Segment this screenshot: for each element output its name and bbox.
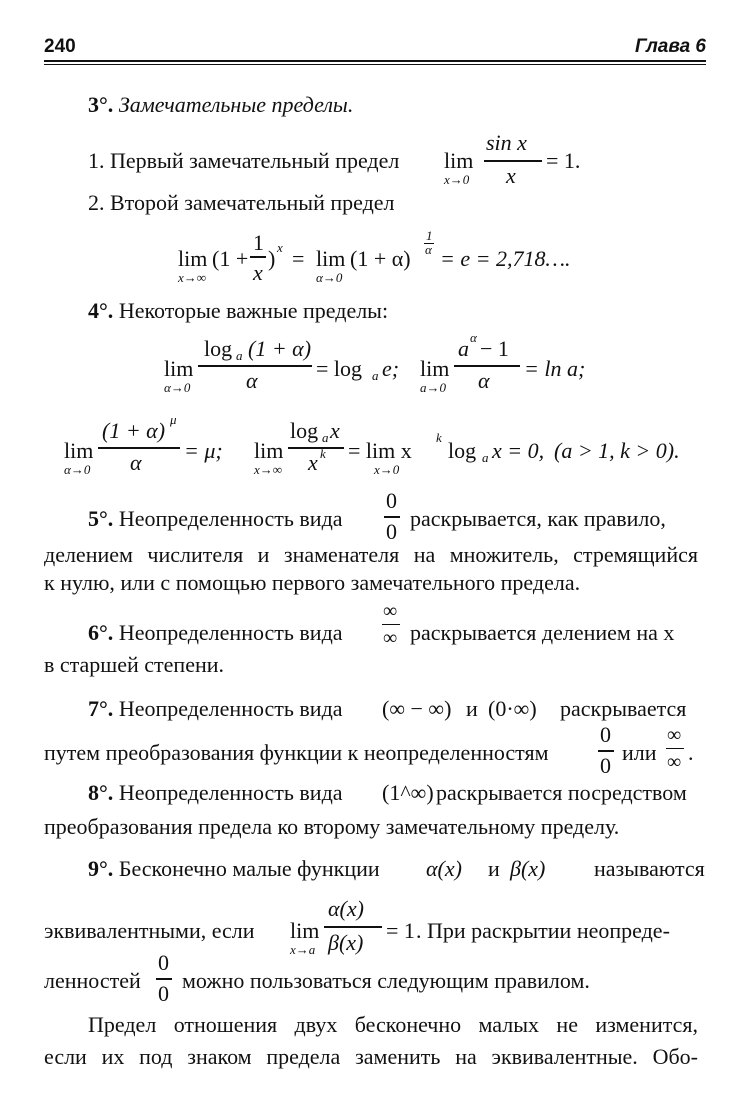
denominator: β(x) xyxy=(328,930,364,955)
section-number: 8°. xyxy=(88,780,114,805)
lim-subscript: x→a xyxy=(290,942,316,957)
exponent: k xyxy=(320,446,326,461)
denominator: 0 xyxy=(158,981,169,1006)
fraction-bar xyxy=(454,365,520,367)
fraction-bar xyxy=(598,750,614,752)
fraction xyxy=(324,896,382,960)
section-6-line2: в старшей степени. xyxy=(44,652,225,677)
section-6-line1-a xyxy=(88,620,343,646)
log-base: a xyxy=(372,368,379,383)
section-number: 6°. xyxy=(88,620,114,645)
rhs: = ln a; xyxy=(524,356,586,381)
fraction-bar xyxy=(156,978,172,980)
numerator: 1 xyxy=(426,228,433,243)
text: ленностей xyxy=(44,968,141,993)
numerator: α(x) xyxy=(328,896,364,921)
section-5-line2: делением числителя и знаменателя на множитель, стремящийся xyxy=(44,542,698,567)
text: раскрывается посредством xyxy=(436,780,687,805)
fraction xyxy=(288,418,344,480)
section-9-line1-a xyxy=(88,856,380,882)
rhs-end: x = 0, xyxy=(492,438,545,463)
fraction-bar xyxy=(288,447,344,449)
section-7-line2: путем преобразования функции к неопределенностям xyxy=(44,740,549,765)
fraction-bar xyxy=(324,926,382,928)
header-rule-thick xyxy=(44,60,706,62)
fraction-bar xyxy=(198,365,312,367)
numerator-tail: − 1 xyxy=(480,336,509,361)
result: = e = 2,718…. xyxy=(440,246,571,271)
section-title: Замечательные пределы. xyxy=(118,92,354,117)
fraction-bar xyxy=(98,447,180,449)
denominator: x xyxy=(253,260,263,285)
denominator: x xyxy=(308,450,318,475)
lim-subscript: x→0 xyxy=(374,462,400,477)
rhs: = μ; xyxy=(184,438,223,463)
text: Неопределенность вида xyxy=(118,620,343,645)
fraction xyxy=(198,336,312,398)
exponent: k xyxy=(436,430,442,445)
exponent: μ xyxy=(170,412,177,427)
text: Бесконечно малые функции xyxy=(118,856,380,881)
numerator-base: a xyxy=(458,336,469,361)
numerator: 0 xyxy=(158,950,169,975)
paragraph-line: Предел отношения двух бесконечно малых не изменится, xyxy=(88,1012,698,1037)
paragraph-line: если их под знаком предела заменить на эквивалентные. Обо- xyxy=(44,1044,698,1069)
section-number: 5°. xyxy=(88,506,114,531)
numerator: 0 xyxy=(386,488,397,513)
section-text: Некоторые важные пределы: xyxy=(118,298,389,323)
denominator: 0 xyxy=(386,519,397,544)
denominator: ∞ xyxy=(667,751,682,773)
lim-symbol: lim xyxy=(254,438,284,463)
text: . При раскрытии неопреде- xyxy=(416,918,670,943)
exponent: x xyxy=(277,240,283,255)
indeterminate-form: (∞ − ∞) xyxy=(382,696,452,721)
lim-symbol: lim xyxy=(316,246,346,271)
condition: (a > 1, k > 0). xyxy=(554,438,680,463)
inf-over-inf xyxy=(382,598,400,654)
denominator: α xyxy=(130,450,142,475)
lim-subscript: α→0 xyxy=(316,270,343,285)
text: Неопределенность вида xyxy=(118,506,343,531)
fraction xyxy=(454,330,520,398)
denominator: 0 xyxy=(600,753,611,778)
rhs-log: log xyxy=(448,438,477,463)
fraction xyxy=(484,130,542,190)
section-3-heading xyxy=(88,92,353,118)
section-8-line1-a xyxy=(88,780,343,806)
denominator: α xyxy=(425,242,432,257)
rhs-tail: e; xyxy=(382,356,400,381)
equals: = xyxy=(292,246,305,271)
lim-symbol: lim xyxy=(420,356,450,381)
period: . xyxy=(688,740,694,765)
fraction xyxy=(98,412,180,480)
exponent: α xyxy=(470,330,477,345)
fraction-bar xyxy=(250,256,266,258)
rhs: = log xyxy=(316,356,363,381)
numerator: (1 + α) xyxy=(102,418,166,443)
item-1-text: 1. Первый замечательный предел xyxy=(88,148,400,173)
item-2-text: 2. Второй замечательный предел xyxy=(88,190,395,215)
lim-subscript: α→0 xyxy=(64,462,91,477)
log-base: a xyxy=(482,450,489,465)
lim-symbol: lim xyxy=(290,918,320,943)
denominator: x xyxy=(506,163,516,188)
function-alpha: α(x) xyxy=(426,856,462,881)
text: и xyxy=(466,696,478,721)
indeterminate-form: (0·∞) xyxy=(488,696,537,721)
fraction xyxy=(250,230,266,288)
text: эквивалентными, если xyxy=(44,918,255,943)
numerator: ∞ xyxy=(383,600,398,622)
section-5-line1-a xyxy=(88,506,343,532)
inf-over-inf xyxy=(666,722,684,778)
numerator: 1 xyxy=(253,230,264,255)
indeterminate-form: (1^∞) xyxy=(382,780,434,805)
text: раскрывается делением на x xyxy=(410,620,675,645)
text: называются xyxy=(594,856,705,881)
section-5-line3: к нулю, или с помощью первого замечательного предела. xyxy=(44,570,581,595)
denominator: ∞ xyxy=(383,627,398,649)
numerator: sin x xyxy=(486,130,527,155)
text: раскрывается xyxy=(560,696,687,721)
expr-part: ) xyxy=(268,246,276,271)
function-beta: β(x) xyxy=(510,856,546,881)
numerator: ∞ xyxy=(667,724,682,746)
section-8-line2: преобразования предела ко второму замечательному пределу. xyxy=(44,814,620,839)
zero-over-zero xyxy=(384,488,400,548)
denominator: α xyxy=(478,368,490,393)
numerator-log: log xyxy=(204,336,233,361)
lim-subscript: x→0 xyxy=(444,172,470,187)
fraction-bar xyxy=(384,516,400,518)
numerator-arg: (1 + α) xyxy=(248,336,312,361)
page-number: 240 xyxy=(44,36,76,57)
zero-over-zero xyxy=(156,950,172,1010)
zero-over-zero xyxy=(598,722,614,782)
log-base: a xyxy=(322,430,329,445)
text: Неопределенность вида xyxy=(118,696,343,721)
denominator: α xyxy=(246,368,258,393)
lim-symbol: lim xyxy=(164,356,194,381)
lim-symbol: lim xyxy=(64,438,94,463)
lim-subscript: x→∞ xyxy=(254,462,283,477)
lim-subscript: x→∞ xyxy=(178,270,207,285)
exponent-fraction xyxy=(424,228,434,258)
lim-symbol: lim xyxy=(178,246,208,271)
rhs: = 1. xyxy=(546,148,581,173)
lim-subscript: a→0 xyxy=(420,380,446,395)
expr-part: (1 + α) xyxy=(350,246,411,271)
running-header xyxy=(44,36,706,58)
numerator-arg: x xyxy=(330,418,340,443)
section-number: 9°. xyxy=(88,856,114,881)
log-base: a xyxy=(236,348,243,363)
fraction-bar xyxy=(484,160,542,162)
chapter-title: Глава 6 xyxy=(635,36,706,57)
rhs: = lim x xyxy=(348,438,412,463)
section-4-heading xyxy=(88,298,388,324)
text: Неопределенность вида xyxy=(118,780,343,805)
lim-symbol: lim xyxy=(444,148,474,173)
section-number: 3°. xyxy=(88,92,114,117)
section-number: 4°. xyxy=(88,298,114,323)
section-7-line1-a xyxy=(88,696,343,722)
text: и xyxy=(488,856,500,881)
numerator: 0 xyxy=(600,722,611,747)
text: можно пользоваться следующим правилом. xyxy=(182,968,590,993)
text: или xyxy=(622,740,657,765)
numerator-log: log xyxy=(290,418,319,443)
rhs: = 1 xyxy=(386,918,415,943)
lim-subscript: α→0 xyxy=(164,380,191,395)
expr-part: (1 + xyxy=(212,246,249,271)
section-number: 7°. xyxy=(88,696,114,721)
header-rule-thin xyxy=(44,64,706,65)
text: раскрывается, как правило, xyxy=(410,506,666,531)
